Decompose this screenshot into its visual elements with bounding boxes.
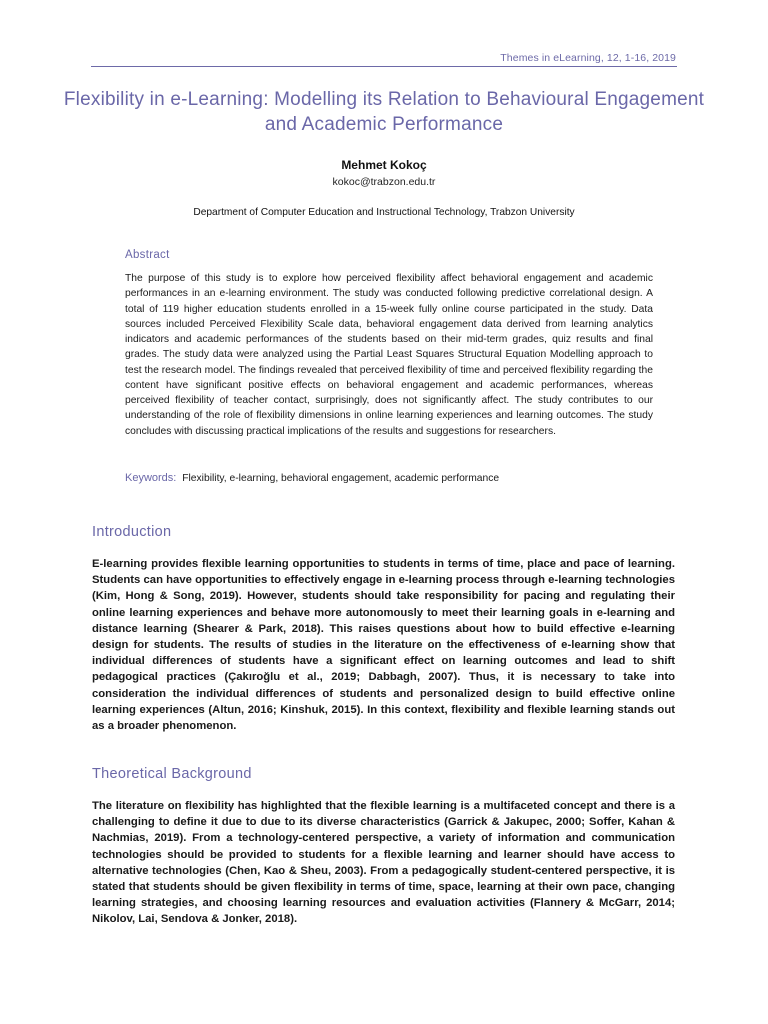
keywords-label: Keywords: <box>125 472 177 484</box>
author-name: Mehmet Kokoç <box>341 158 427 172</box>
author-email: kokoc@trabzon.edu.tr <box>332 176 436 188</box>
header-rule <box>91 66 677 67</box>
section-heading-introduction: Introduction <box>92 524 172 540</box>
abstract-heading: Abstract <box>125 249 170 261</box>
keywords-list: Flexibility, e-learning, behavioral engagement, academic performance <box>182 473 500 484</box>
abstract-text: The purpose of this study is to explore how perceived flexibility affect behavioral engagement and academic performances in an e-learning environment. The study was conducted following predictive correlational design. A total of 119 higher education students enrolled in a 15-week fully online course participated in the study. Data sources included Perceived Flexibility Scale data, behavioral engagement data derived from learning analytics indicators and academic performances of the students based on their mid-term grades, quiz results and final grades. The study data were analyzed using the Partial Least Squares Structural Equation Modelling approach to test the research model. The findings revealed that perceived flexibility of time and perceived flexibility regarding the content have significant positive effects on behavioral engagement and academic performances, whereas perceived flexibility of teacher contact, surprisingly, does not significantly affect. The study contributes to our understanding of the role of flexibility dimensions in online learning experiences and learning outcomes. The study concludes with discussing practical implications of the results and suggestions for researchers. <box>125 273 653 437</box>
theoretical-background-paragraph: The literature on flexibility has highlighted that the flexible learning is a multifaceted concept and there is a challenging to define it due to due to its diverse characteristics (Garrick & Jakupec, 2000; Soffer, Kahan & Nachmias, 2019). From a technology-centered perspective, a variety of information and communication technologies should be provided to students for a flexible learning and learner should have access to alternative technologies (Chen, Kao & Sheu, 2003). From a pedagogically student-centered perspective, it is stated that students should be given flexibility in terms of time, space, learning at their own pace, changing learning strategies, and choosing learning resources and evaluation activities (Flannery & McGarr, 2014; Nikolov, Lai, Sendova & Jonker, 2018). <box>92 800 675 926</box>
introduction-paragraph: E-learning provides flexible learning opportunities to students in terms of time, place and pace of learning. Students can have opportunities to effectively engage in e-learning process through e-learning technologies (Kim, Hong & Song, 2019). However, students should take responsibility for pacing and regulating their online learning experiences and behave more autonomously to meet their learning goals in e-learning and distance learning (Shearer & Park, 2018). This raises questions about how to build effective e-learning design for students. The results of studies in the literature on the effectiveness of e-learning show that individual differences of students have a significant effect on learning outcomes and lead to shift pedagogical practices (Çakıroğlu et al., 2019; Dabbagh, 2007). Thus, it is necessary to take into consideration the individual differences of students and personalized design to build effective online learning experiences (Altun, 2016; Kinshuk, 2015). In this context, flexibility and flexible learning stands out as a broader phenomenon. <box>92 558 675 733</box>
keywords-line <box>125 472 653 484</box>
paper-title: Flexibility in e-Learning: Modelling its Relation to Behavioural Engagement and Academic Performance <box>63 89 705 135</box>
section-heading-theoretical-background: Theoretical Background <box>92 766 252 782</box>
author-affiliation: Department of Computer Education and Instructional Technology, Trabzon University <box>193 207 575 218</box>
running-head: Themes in eLearning, 12, 1-16, 2019 <box>500 52 676 64</box>
